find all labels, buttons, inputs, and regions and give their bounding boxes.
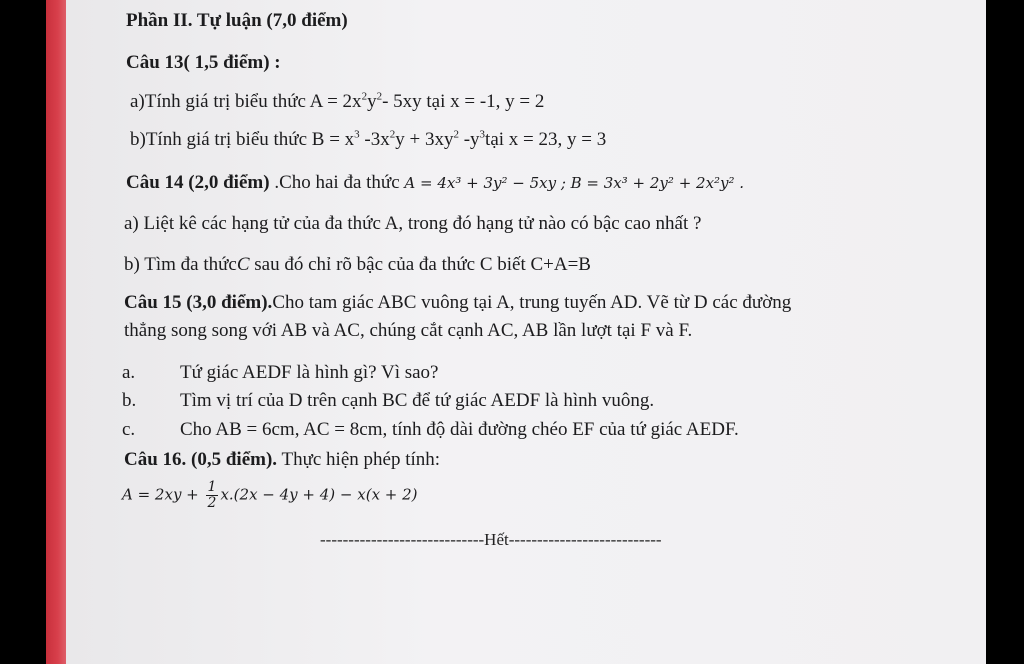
q16-heading: Câu 16. (0,5 điểm). Thực hiện phép tính: [124, 449, 441, 470]
part-title: Phần II. Tự luận (7,0 điểm) [126, 10, 348, 31]
q14-poly-a: A = 4x³ + 3y² − 5xy ; [404, 174, 566, 192]
q13-part-a: a)Tính giá trị biểu thức $A = 2x^2y^2-$ 5xy tại x = -1, y = 2 [130, 90, 545, 112]
q15-item-b-label: b. [122, 390, 137, 411]
q13-part-b: b)Tính giá trị biểu thức $B = x^3$ $-3x^2y + 3xy^2$ $-y^3tại$ x = 23, y = 3 [130, 128, 607, 150]
red-margin-stripe [46, 0, 68, 664]
q14-part-a: a) Liệt kê các hạng tử của đa thức A, trong đó hạng tử nào có bậc cao nhất ? [124, 213, 702, 234]
q16-title: Câu 16. (0,5 điểm). [124, 449, 278, 470]
q14-poly-b: B = 3x³ + 2y² + 2x²y² . [570, 174, 745, 192]
q15-item-a-text: Tứ giác AEDF là hình gì? Vì sao? [180, 362, 439, 383]
q15-line1: Câu 15 (3,0 điểm).Cho tam giác ABC vuông tại A, trung tuyến AD. Vẽ từ D các đường [124, 292, 792, 313]
fraction-half: $\frac{1}{2}$ [207, 479, 217, 511]
q13-title: Câu 13( 1,5 điểm) : [126, 52, 281, 73]
q14-heading: Câu 14 (2,0 điểm) .Cho hai đa thức A = 4x³ + 3y² − 5xy ; B = 3x³ + 2y² + 2x²y² . [126, 172, 745, 193]
q15-title: Câu 15 (3,0 điểm). [124, 292, 273, 313]
q15-item-c-label: c. [122, 419, 136, 440]
q15-item-c-text: Cho AB = 6cm, AC = 8cm, tính độ dài đường chéo EF của tứ giác AEDF. [180, 419, 739, 440]
q15-line2: thẳng song song với AB và AC, chúng cắt cạnh AC, AB lần lượt tại F và F. [124, 320, 693, 341]
q16-formula: A = 2xy + $\frac{1}{2}$ x.(2x − 4y + 4) − x(x + 2) [122, 479, 418, 511]
q14-title: Câu 14 (2,0 điểm) [126, 172, 270, 193]
q15-item-a-label: a. [122, 362, 136, 383]
q14-part-b: b) Tìm đa thứcC sau đó chỉ rõ bậc của đa thức C biết C+A=B [124, 254, 591, 275]
q15-item-b-text: Tìm vị trí của D trên cạnh BC để tứ giác AEDF là hình vuông. [180, 390, 655, 411]
end-marker: -----------------------------Hết--------------------------- [320, 530, 662, 549]
exam-paper [66, 0, 986, 664]
